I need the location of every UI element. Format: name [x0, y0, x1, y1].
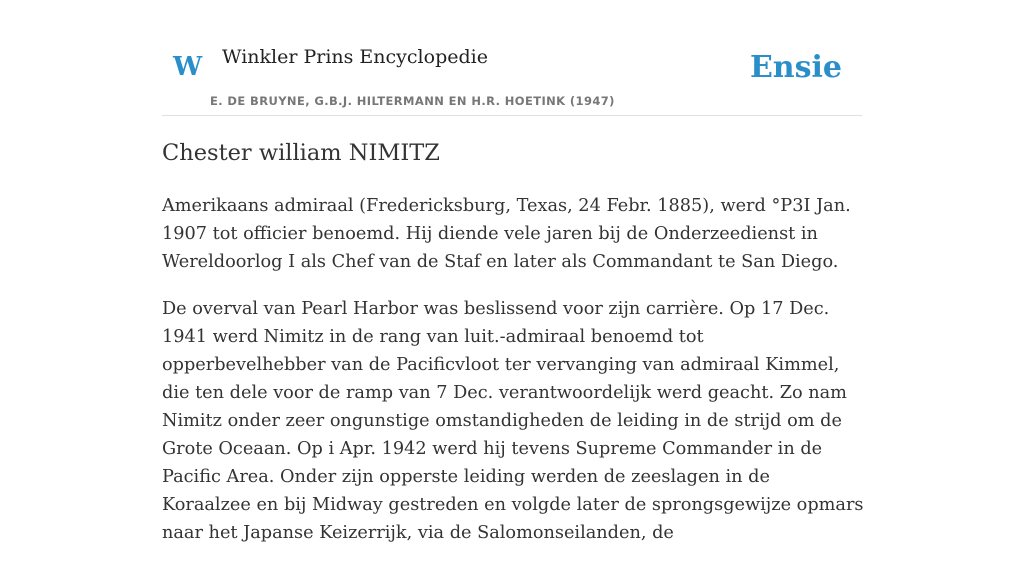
paragraph: Amerikaans admiraal (Fredericksburg, Texas, 24 Febr. 1885), werd °P3I Jan. 1907 tot officier benoemd. Hij diende vele jaren bij de Onderzeedienst in Wereldoorlog I als Chef van de Staf en later als Commandant te San Diego. — [162, 196, 851, 272]
book-title-link[interactable]: Winkler Prins Encyclopedie — [222, 46, 488, 68]
article-title: Chester william NIMITZ — [162, 140, 440, 166]
header — [162, 30, 862, 116]
article-body — [162, 192, 864, 566]
authors-line: E. DE BRUYNE, G.B.J. HILTERMANN EN H.R. HOETINK (1947) — [210, 94, 615, 108]
encyclopedia-logo-icon[interactable]: W — [173, 52, 203, 82]
paragraph: De overval van Pearl Harbor was beslissend voor zijn carrière. Op 17 Dec. 1941 werd Nimitz in de rang van luit.-admiraal benoemd tot opperbevelhebber van de Pacificvloot ter vervanging van admiraal Kimmel, die ten dele voor de ramp van 7 Dec. verantwoordelijk werd geacht. Zo nam Nimitz onder zeer ongunstige omstandigheden de leiding in de strijd om de Grote Oceaan. Op i Apr. 1942 werd hij tevens Supreme Commander in de Pacific Area. Onder zijn opperste leiding werden de zeeslagen in de Koraalzee en bij Midway gestreden en volgde later de sprongsgewijze opmars naar het Japanse Keizerrijk, via de Salomonseilanden, de — [162, 299, 864, 543]
ensie-brand-link[interactable]: Ensie — [749, 50, 842, 85]
